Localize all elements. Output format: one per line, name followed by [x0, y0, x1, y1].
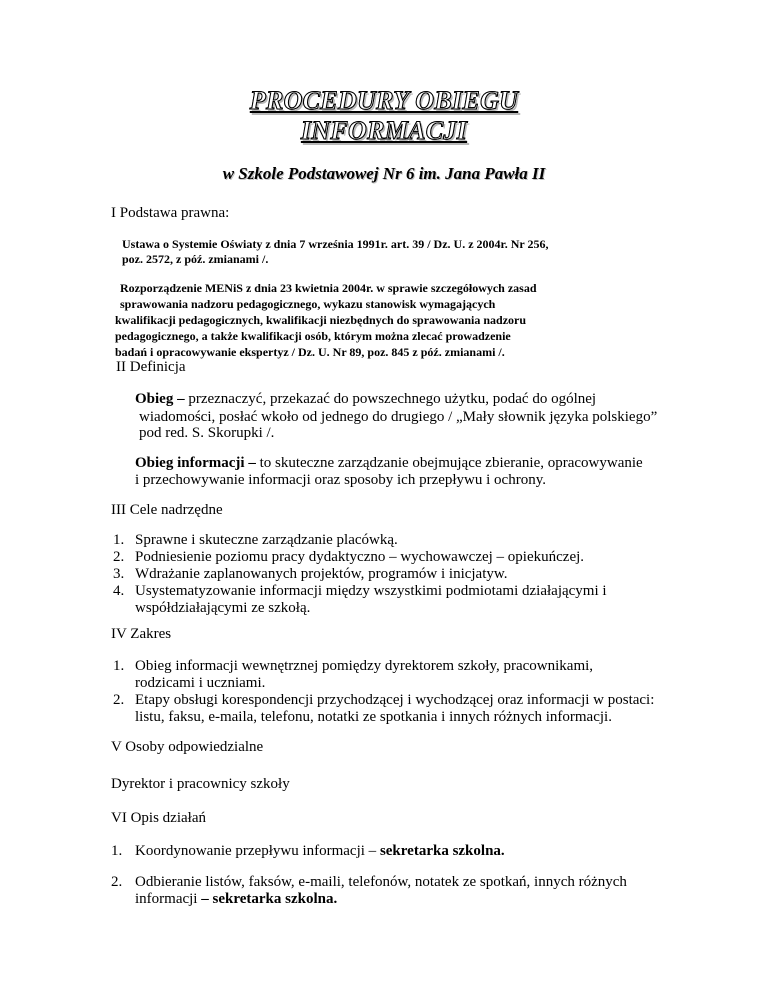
list-item-text: Etapy obsługi korespondencji przychodzącej i wychodzącej oraz informacji w postaci: — [135, 692, 655, 708]
list-item-number: 3. — [113, 566, 125, 582]
list-item — [113, 658, 654, 675]
list-item-text: Sprawne i skuteczne zarządzanie placówką. — [135, 532, 398, 548]
legal-ref-2-line2: sprawowania nadzoru pedagogicznego, wykazu stanowisk wymagających — [120, 297, 496, 311]
list-item-number: 4. — [113, 583, 125, 599]
document-title-line2: INFORMACJI — [300, 116, 468, 145]
section-1-heading: I Podstawa prawna: — [111, 205, 230, 221]
definition-2-text: to skuteczne zarządzanie obejmujące zbieranie, opracowywanie — [255, 455, 643, 471]
list-item-number: 2. — [113, 692, 125, 708]
definition-2-term: Obieg informacji – — [135, 455, 256, 471]
action-item-1 — [111, 843, 505, 860]
list-item-number: 2. — [113, 549, 125, 565]
action-item-2-line1 — [111, 874, 627, 891]
section-5-heading: V Osoby odpowiedzialne — [111, 739, 264, 755]
list-item — [113, 583, 607, 600]
list-item — [113, 692, 655, 709]
action-item-2-line2 — [135, 891, 337, 908]
definition-2-line1 — [135, 455, 643, 472]
list-item-text: współdziałającymi ze szkołą. — [135, 600, 311, 616]
list-item-text: Odbieranie listów, faksów, e-maili, telefonów, notatek ze spotkań, innych różnych — [135, 874, 627, 890]
document-subtitle: w Szkole Podstawowej Nr 6 im. Jana Pawła II — [222, 164, 546, 183]
definition-1-line1 — [135, 391, 596, 408]
responsible-persons-text: Dyrektor i pracownicy szkoły — [111, 776, 290, 792]
list-item-continuation — [135, 675, 654, 692]
definition-2-line2: i przechowywanie informacji oraz sposoby ich przepływu i ochrony. — [135, 472, 546, 488]
document-title-line1: PROCEDURY OBIEGU — [249, 86, 519, 115]
list-item — [113, 566, 607, 583]
list-item-number: 1. — [111, 843, 123, 859]
section-3-heading: III Cele nadrzędne — [111, 502, 223, 518]
section-6-heading: VI Opis działań — [111, 810, 206, 826]
list-item-text: informacji — [135, 891, 202, 907]
list-item-number: 1. — [113, 658, 125, 674]
legal-ref-2-line1: Rozporządzenie MENiS z dnia 23 kwietnia 2004r. w sprawie szczegółowych zasad — [120, 281, 537, 295]
list-item-number: 2. — [111, 874, 123, 890]
legal-ref-2-line5: badań i opracowywanie ekspertyz / Dz. U. Nr 89, poz. 845 z póź. zmianami /. — [115, 345, 505, 359]
legal-ref-1-line1: Ustawa o Systemie Oświaty z dnia 7 września 1991r. art. 39 / Dz. U. z 2004r. Nr 256, — [122, 237, 549, 251]
list-item — [113, 532, 607, 549]
list-item-text: Podniesienie poziomu pracy dydaktyczno – wychowawczej – opiekuńczej. — [135, 549, 585, 565]
list-item-number: 1. — [113, 532, 125, 548]
section-2-heading: II Definicja — [116, 359, 186, 375]
list-item-text: listu, faksu, e-maila, telefonu, notatki ze spotkania i innych różnych informacji. — [135, 709, 612, 725]
list-item-text: Koordynowanie przepływu informacji – — [135, 843, 380, 859]
definition-1-line3: pod red. S. Skorupki /. — [139, 425, 275, 441]
list-item-text: Obieg informacji wewnętrznej pomiędzy dyrektorem szkoły, pracownikami, — [135, 658, 594, 674]
section-4-heading: IV Zakres — [111, 626, 172, 642]
legal-ref-2-line4: pedagogicznego, a także kwalifikacji osób, którym można zlecać prowadzenie — [115, 329, 511, 343]
list-item-text: Usystematyzowanie informacji między wszystkimi podmiotami działającymi i — [135, 583, 607, 599]
scope-list — [113, 658, 655, 726]
responsible-role: – sekretarka szkolna. — [201, 891, 338, 907]
definition-1-line2: wiadomości, posłać wkoło od jednego do drugiego / „Mały słownik języka polskiego” — [139, 409, 658, 425]
definition-1-text: przeznaczyć, przekazać do powszechnego użytku, podać do ogólnej — [184, 391, 597, 407]
list-item-continuation — [135, 709, 654, 726]
legal-ref-1-line2: poz. 2572, z póź. zmianami /. — [122, 252, 269, 266]
definition-1-term: Obieg – — [135, 391, 185, 407]
responsible-role: sekretarka szkolna. — [379, 843, 505, 859]
legal-ref-2-line3: kwalifikacji pedagogicznych, kwalifikacji niezbędnych do sprawowania nadzoru — [115, 313, 527, 327]
list-item — [113, 549, 607, 566]
list-item-text: Wdrażanie zaplanowanych projektów, programów i inicjatyw. — [135, 566, 508, 582]
list-item-text: rodzicami i uczniami. — [135, 675, 266, 691]
list-item-continuation — [135, 600, 607, 617]
goals-list — [113, 532, 607, 617]
